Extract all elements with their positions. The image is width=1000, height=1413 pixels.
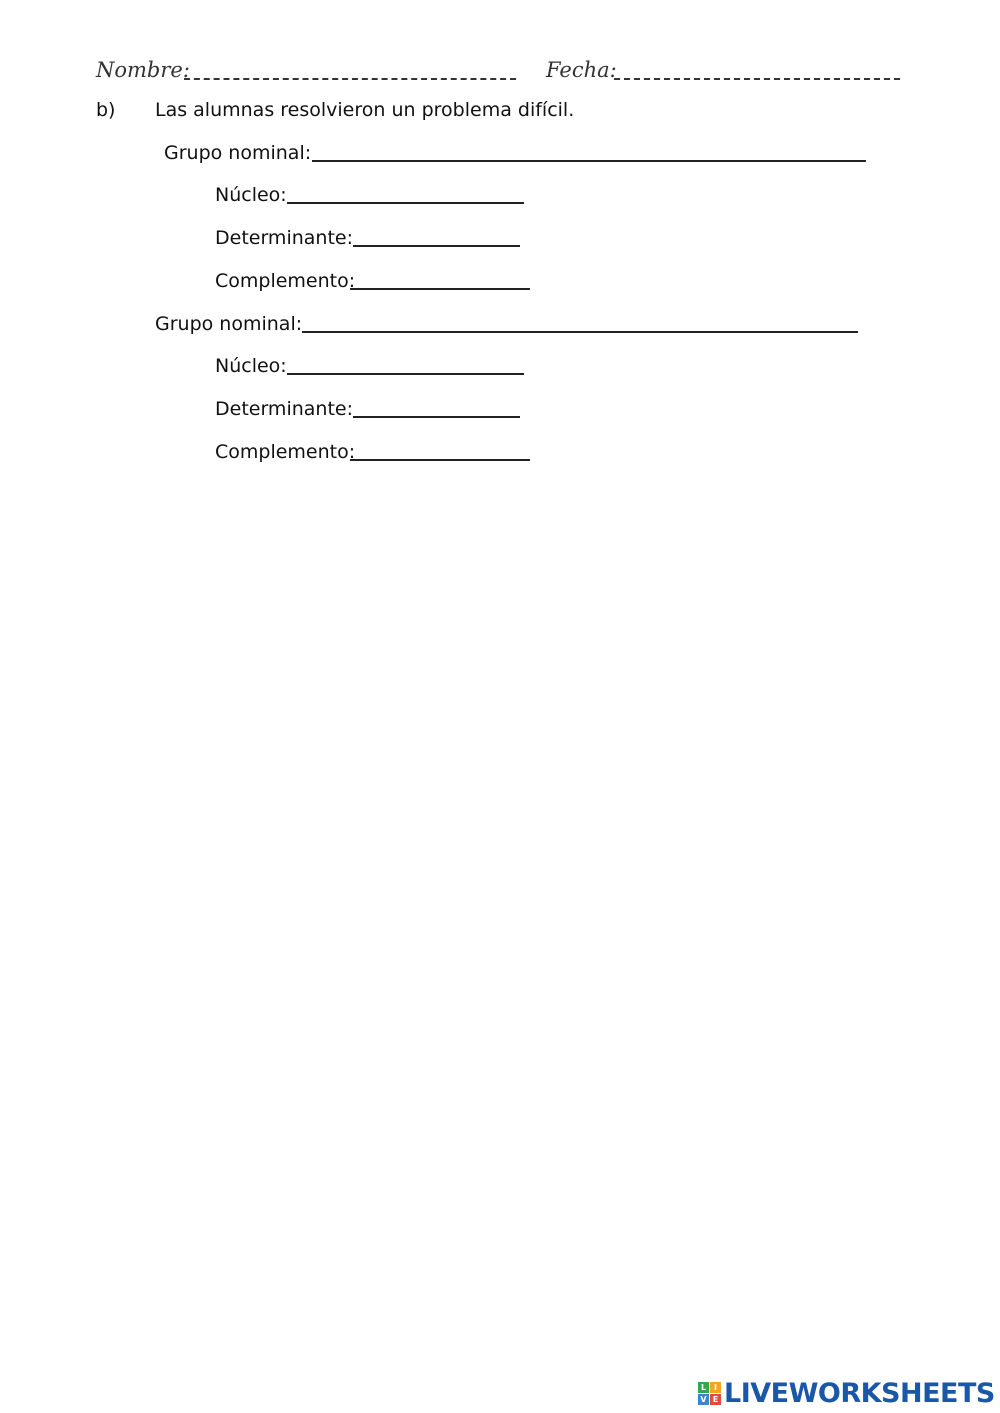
nucleo-label: Núcleo: (215, 184, 287, 206)
complemento-answer[interactable] (350, 288, 530, 290)
nucleo-answer[interactable] (287, 373, 524, 375)
liveworksheets-logo (698, 1378, 995, 1408)
logo-letter-i: I (710, 1382, 721, 1393)
exercise-sentence: Las alumnas resolvieron un problema difícil. (155, 99, 575, 121)
logo-letter-e: E (710, 1394, 721, 1405)
exercise-letter: b) (96, 99, 116, 121)
determinante-answer[interactable] (353, 416, 520, 418)
name-label: Nombre: (96, 58, 190, 82)
group-nominal-label: Grupo nominal: (155, 313, 303, 335)
nucleo-label: Núcleo: (215, 355, 287, 377)
group-nominal-label: Grupo nominal: (164, 142, 312, 164)
date-field[interactable] (614, 78, 900, 80)
liveworksheets-logo-icon (698, 1382, 721, 1405)
determinante-label: Determinante: (215, 398, 353, 420)
logo-letter-l: L (698, 1382, 709, 1393)
logo-letter-v: V (698, 1394, 709, 1405)
determinante-label: Determinante: (215, 227, 353, 249)
complemento-label: Complemento: (215, 441, 356, 463)
name-field[interactable] (184, 78, 516, 80)
group-nominal-answer[interactable] (302, 331, 858, 333)
group-nominal-answer[interactable] (312, 160, 866, 162)
complemento-answer[interactable] (350, 459, 530, 461)
complemento-label: Complemento: (215, 270, 356, 292)
nucleo-answer[interactable] (287, 202, 524, 204)
determinante-answer[interactable] (353, 245, 520, 247)
liveworksheets-brand-text: LIVEWORKSHEETS (724, 1377, 995, 1409)
date-label: Fecha: (546, 58, 617, 82)
